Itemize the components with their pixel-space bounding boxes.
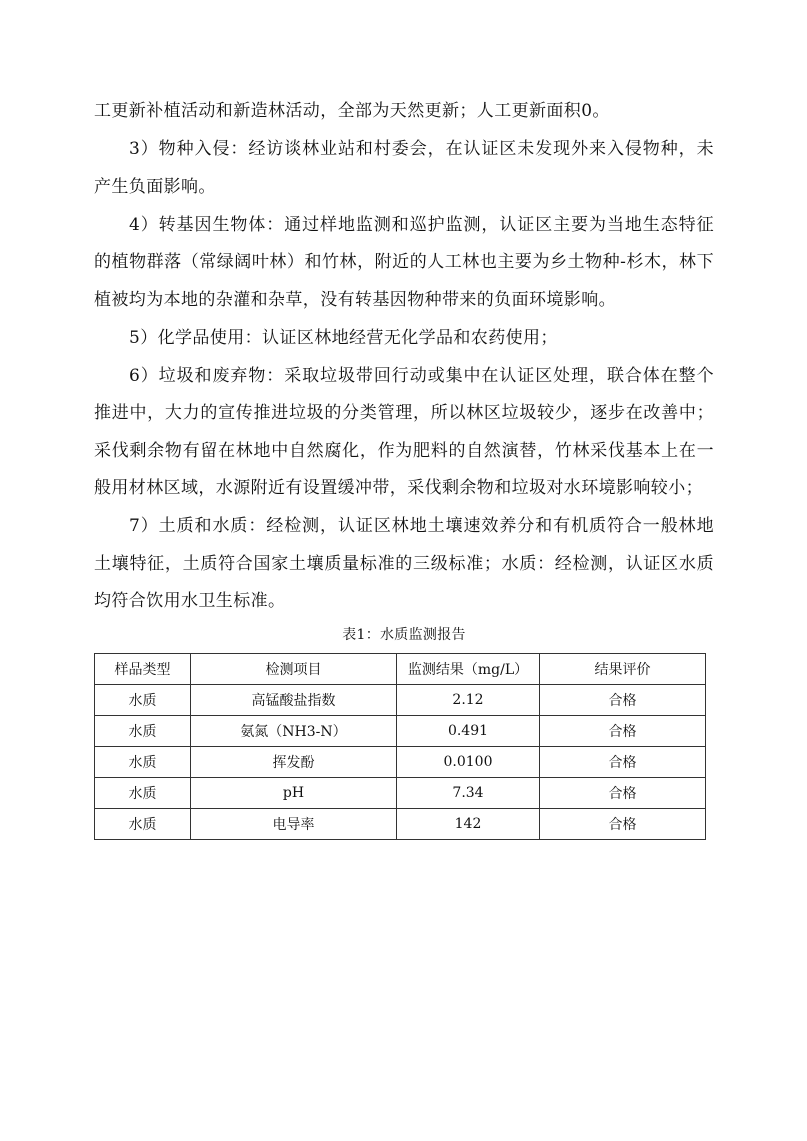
- cell-result: 0.0100: [397, 746, 540, 777]
- table-row: [95, 684, 706, 715]
- header-evaluation: 结果评价: [540, 653, 706, 684]
- cell-evaluation: 合格: [540, 715, 706, 746]
- cell-test-item: 氨氮（NH3-N）: [191, 715, 397, 746]
- paragraph-species-invasion: 3）物种入侵：经访谈林业站和村委会，在认证区未发现外来入侵物种，未产生负面影响。: [94, 139, 714, 197]
- water-quality-table: [94, 653, 706, 840]
- cell-result: 2.12: [397, 684, 540, 715]
- cell-result: 0.491: [397, 715, 540, 746]
- header-sample-type: 样品类型: [95, 653, 191, 684]
- table-row: [95, 808, 706, 839]
- header-test-item: 检测项目: [191, 653, 397, 684]
- table-row: [95, 777, 706, 808]
- cell-test-item: pH: [191, 777, 397, 808]
- paragraph-soil-water: 7）土质和水质：经检测，认证区林地土壤速效养分和有机质符合一般林地土壤特征，土质符合国家土壤质量标准的三级标准；水质：经检测，认证区水质均符合饮用水卫生标准。: [94, 516, 714, 611]
- cell-result: 142: [397, 808, 540, 839]
- document-body: [94, 93, 714, 840]
- cell-evaluation: 合格: [540, 684, 706, 715]
- paragraph-waste: 6）垃圾和废弃物：采取垃圾带回行动或集中在认证区处理，联合体在整个推进中，大力的宣传推进垃圾的分类管理，所以林区垃圾较少，逐步在改善中；采伐剩余物有留在林地中自然腐化，作为肥料的自然演替，竹林采伐基本上在一般用材林区域，水源附近有设置缓冲带，采伐剩余物和垃圾对水环境影响较小；: [94, 365, 714, 498]
- table-caption: 表1：水质监测报告: [342, 626, 466, 643]
- cell-test-item: 电导率: [191, 808, 397, 839]
- paragraph-continuation: 工更新补植活动和新造林活动，全部为天然更新；人工更新面积0。: [94, 101, 610, 121]
- table-row: [95, 746, 706, 777]
- table-header-row: [95, 653, 706, 684]
- paragraph-chemicals: 5）化学品使用：认证区林地经营无化学品和农药使用；: [129, 327, 558, 348]
- paragraph-gmo: 4）转基因生物体：通过样地监测和巡护监测，认证区主要为当地生态特征的植物群落（常绿阔叶林）和竹林，附近的人工林也主要为乡土物种-杉木，林下植被均为本地的杂灌和杂草，没有转基因物种带来的负面环境影响。: [94, 214, 714, 310]
- cell-evaluation: 合格: [540, 746, 706, 777]
- cell-sample-type: 水质: [95, 746, 191, 777]
- cell-sample-type: 水质: [95, 808, 191, 839]
- cell-sample-type: 水质: [95, 715, 191, 746]
- cell-test-item: 高锰酸盐指数: [191, 684, 397, 715]
- cell-sample-type: 水质: [95, 777, 191, 808]
- header-result: 监测结果（mg/L）: [397, 653, 540, 684]
- cell-evaluation: 合格: [540, 777, 706, 808]
- table-row: [95, 715, 706, 746]
- cell-sample-type: 水质: [95, 684, 191, 715]
- cell-test-item: 挥发酚: [191, 746, 397, 777]
- cell-result: 7.34: [397, 777, 540, 808]
- cell-evaluation: 合格: [540, 808, 706, 839]
